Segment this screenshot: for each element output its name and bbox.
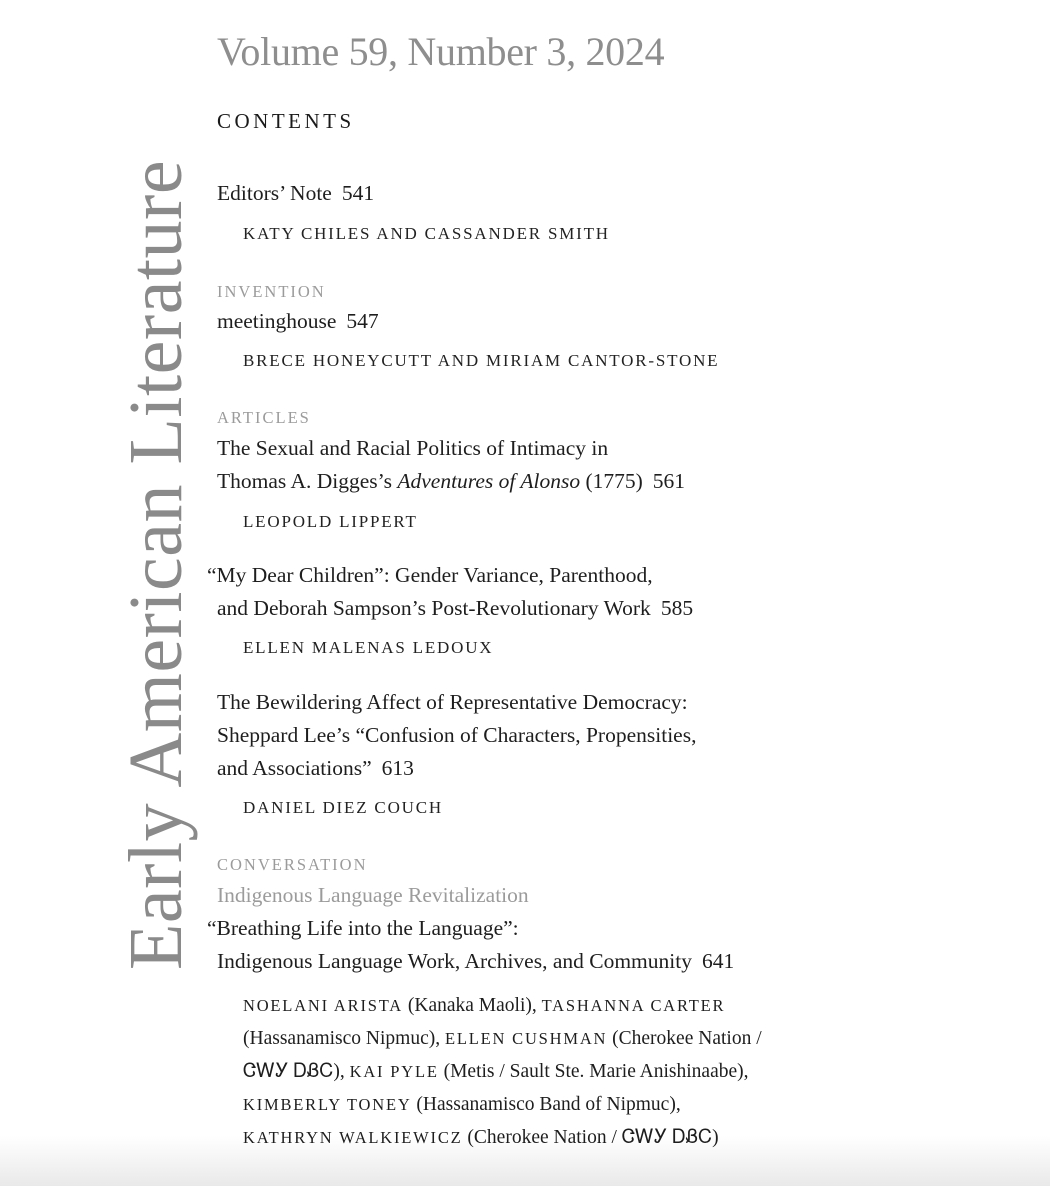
toc-entry-line[interactable] [217, 596, 693, 621]
toc-entry-editors-note[interactable] [217, 181, 374, 206]
contributor-name: KIMBERLY TONEY [243, 1095, 412, 1114]
contributor-affiliation: (Hassanamisco Band of Nipmuc), [411, 1094, 681, 1115]
toc-entry-line[interactable]: “My Dear Children”: Gender Variance, Parenthood, [207, 563, 653, 587]
issue-heading: Volume 59, Number 3, 2024 [217, 29, 665, 74]
contributor-affiliation: (Cherokee Nation / [607, 1028, 762, 1049]
contributor-affiliation: (Kanaka Maoli), [403, 995, 542, 1016]
entry-authors: ELLEN MALENAS LEDOUX [243, 638, 494, 657]
page-number: 585 [660, 596, 694, 620]
contributor-name: TASHANNA CARTER [541, 996, 726, 1015]
entry-title-part: and Deborah Sampson’s Post-Revolutionary Work [217, 596, 651, 620]
entry-title: Editors’ Note [217, 181, 332, 205]
page-number: 561 [652, 469, 686, 493]
toc-entry-line[interactable]: “Breathing Life into the Language”: [207, 916, 519, 940]
toc-entry-line[interactable] [217, 949, 734, 974]
contributor-name: ELLEN CUSHMAN [445, 1029, 608, 1048]
contents-heading: CONTENTS [217, 109, 355, 133]
entry-title: meetinghouse [217, 309, 337, 333]
entry-authors: DANIEL DIEZ COUCH [243, 798, 443, 817]
conversation-contributors [243, 989, 762, 1154]
contributor-affiliation: (Hassanamisco Nipmuc), [243, 1028, 445, 1049]
contributor-name: KATHRYN WALKIEWICZ [243, 1128, 463, 1147]
entry-authors: BRECE HONEYCUTT AND MIRIAM CANTOR-STONE [243, 351, 720, 370]
contributors-line [243, 989, 762, 1022]
entry-title-part: Indigenous Language Work, Archives, and Community [217, 949, 692, 973]
toc-entry-meetinghouse[interactable] [217, 309, 379, 334]
contributor-affiliation: (Metis / Sault Ste. Marie Anishinaabe), [438, 1061, 749, 1082]
toc-entry-line[interactable] [217, 756, 414, 781]
entry-title-part: and Associations” [217, 756, 372, 780]
section-label-conversation: CONVERSATION [217, 855, 368, 874]
toc-entry-line[interactable]: The Bewildering Affect of Representative Democracy: [217, 690, 688, 714]
entry-authors: LEOPOLD LIPPERT [243, 512, 418, 531]
page-number: 541 [341, 181, 375, 205]
contributors-line [243, 1121, 762, 1154]
contributors-line [243, 1055, 762, 1088]
section-label-invention: INVENTION [217, 282, 326, 301]
contributor-affiliation: (Cherokee Nation / ᏣᎳᎩ ᎠᏰᏟ) [462, 1127, 719, 1148]
contributor-affiliation: ᏣᎳᎩ ᎠᏰᏟ), [243, 1061, 350, 1082]
entry-title-part: Thomas A. Digges’s [217, 469, 398, 493]
toc-entry-line[interactable]: Sheppard Lee’s “Confusion of Characters, Propensities, [217, 723, 697, 747]
toc-entry-line[interactable] [217, 469, 685, 494]
page-number: 641 [701, 949, 735, 973]
entry-authors: KATY CHILES AND CASSANDER SMITH [243, 224, 610, 243]
conversation-subtitle: Indigenous Language Revitalization [217, 883, 529, 907]
page-number: 547 [346, 309, 379, 333]
page-number: 613 [381, 756, 414, 780]
contributor-name: KAI PYLE [349, 1062, 439, 1081]
contributors-line [243, 1022, 762, 1055]
section-label-articles: ARTICLES [217, 408, 311, 427]
toc-entry-line[interactable]: The Sexual and Racial Politics of Intimacy in [217, 436, 609, 460]
journal-title-vertical: Early American Literature [114, 159, 198, 970]
entry-title-italic: Adventures of Alonso [397, 469, 581, 493]
contributor-name: NOELANI ARISTA [243, 996, 403, 1015]
entry-title-part: (1775) [580, 469, 643, 493]
contributors-line [243, 1088, 762, 1121]
